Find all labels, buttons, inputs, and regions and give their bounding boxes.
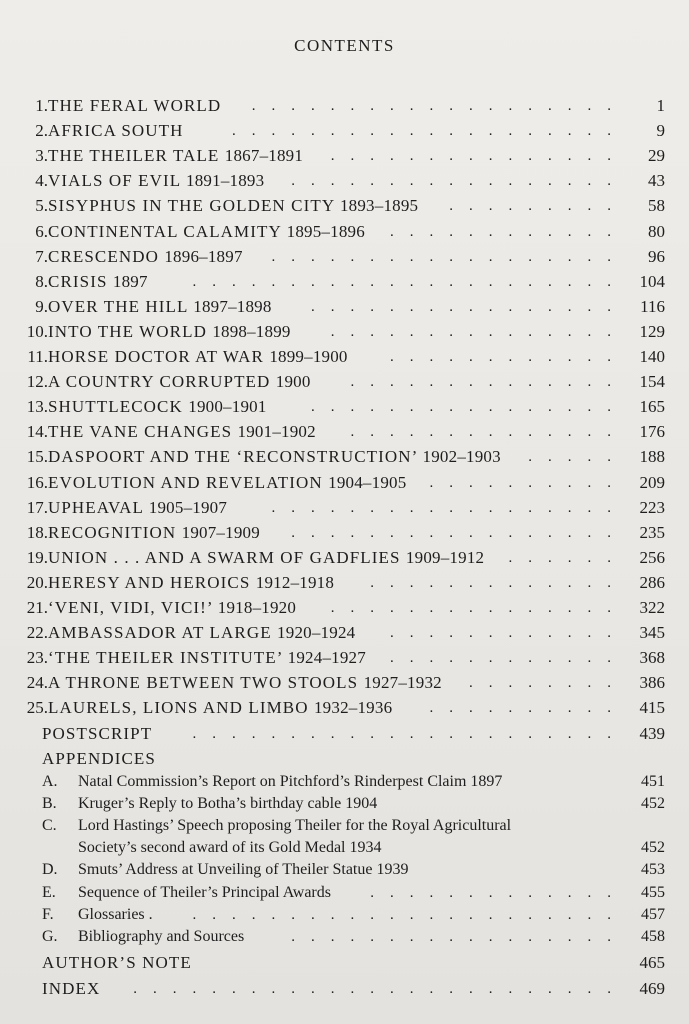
chapter-page-number: 322: [639, 598, 665, 617]
leader-dots: ..............: [350, 374, 627, 391]
chapter-title: [48, 623, 355, 643]
leader-dots: ............: [390, 349, 627, 365]
chapter-number: 2.: [35, 121, 48, 141]
appendix-title: Sequence of Theiler’s Principal Awards: [78, 883, 331, 901]
appendix-page-number: 455: [641, 883, 665, 901]
chapter-title: [48, 372, 311, 392]
leader-dots: ...............: [330, 148, 627, 165]
leader-dots: ......................: [192, 906, 627, 923]
chapter-years: 1896–1897: [164, 246, 243, 266]
chapter-page-number: 286: [639, 572, 665, 592]
chapter-page-number: 104: [639, 271, 665, 291]
chapter-years: 1898–1899: [212, 321, 291, 341]
appendix-letter: C.: [42, 817, 57, 834]
chapter-title: [48, 121, 184, 141]
chapter-number: 7.: [35, 246, 48, 266]
appendix-letter: G.: [42, 928, 58, 945]
postscript-title: POSTSCRIPT: [42, 723, 153, 743]
chapter-title: [48, 222, 365, 242]
chapter-page-number: 386: [639, 673, 665, 693]
appendix-letter: F.: [42, 905, 54, 923]
appendix-page-number: 452: [641, 794, 665, 812]
chapter-title: [48, 247, 243, 267]
appendix-page-number: 457: [641, 905, 665, 923]
appendix-page-number: 458: [641, 928, 665, 945]
chapter-page-number: 43: [648, 171, 665, 191]
authors-note-title: AUTHOR’S NOTE: [42, 953, 192, 973]
leader-dots: ..............: [350, 424, 627, 441]
chapter-number: 17.: [26, 497, 48, 517]
chapter-years: 1900: [275, 372, 311, 392]
chapter-years: 1918–1920: [217, 598, 297, 617]
appendix-letter: D.: [42, 861, 58, 879]
chapter-number: 16.: [26, 472, 48, 492]
page-title: CONTENTS: [294, 36, 395, 55]
leader-dots: ............: [390, 223, 627, 240]
chapter-number: 24.: [26, 673, 48, 693]
leader-dots: .................: [291, 929, 627, 945]
chapter-title: [48, 698, 392, 718]
chapter-years: 1895–1896: [286, 221, 365, 241]
chapter-title-text: AFRICA SOUTH: [48, 121, 184, 141]
chapter-page-number: 154: [639, 372, 665, 392]
chapter-title: [48, 673, 442, 693]
leader-dots: .............: [370, 884, 627, 901]
chapter-title-text: SISYPHUS IN THE GOLDEN CITY: [48, 196, 335, 216]
chapter-number: 9.: [35, 296, 48, 316]
chapter-number: 8.: [35, 271, 48, 291]
chapter-number: 1.: [35, 96, 48, 115]
chapter-number: 4.: [35, 171, 48, 191]
chapter-page-number: 235: [639, 522, 665, 542]
chapter-title: [48, 648, 366, 668]
leader-dots: ..........: [429, 474, 627, 491]
chapter-title-text: RECOGNITION: [48, 522, 177, 542]
chapter-years: 1912–1918: [255, 572, 335, 592]
chapter-title-text: UNION . . . AND A SWARM OF GADFLIES: [48, 547, 401, 567]
appendix-letter: E.: [42, 883, 56, 901]
appendix-page-number: 453: [641, 861, 665, 879]
appendix-title: Smuts’ Address at Unveiling of Theiler Statue 1939: [78, 861, 409, 879]
chapter-title-text: HERESY AND HEROICS: [48, 572, 251, 592]
chapter-title-text: HORSE DOCTOR AT WAR: [48, 347, 264, 366]
chapter-title: [48, 146, 303, 166]
chapter-years: 1902–1903: [422, 447, 501, 467]
chapter-years: 1932–1936: [313, 698, 393, 718]
chapter-years: 1897–1898: [193, 296, 272, 316]
chapter-number: 10.: [26, 321, 48, 341]
authors-note-page-number: 465: [639, 953, 665, 973]
chapter-title: [48, 347, 348, 367]
chapter-page-number: 256: [639, 547, 665, 567]
chapter-page-number: 209: [639, 472, 665, 492]
leader-dots: .........: [449, 198, 627, 215]
chapter-title: [48, 473, 406, 493]
leader-dots: ...............: [330, 323, 627, 340]
appendix-title: Lord Hastings’ Speech proposing Theiler for the Royal Agricultural: [78, 817, 512, 834]
chapter-title: [48, 598, 296, 618]
chapter-number: 11.: [27, 347, 48, 366]
postscript-page-number: 439: [639, 723, 665, 743]
chapter-number: 15.: [26, 447, 48, 467]
chapter-title-text: SHUTTLECOCK: [48, 397, 183, 417]
chapter-title-text: DASPOORT AND THE ‘RECONSTRUCTION’: [48, 447, 418, 467]
chapter-page-number: 29: [648, 146, 665, 166]
chapter-years: 1891–1893: [186, 171, 265, 191]
leader-dots: ................: [311, 298, 627, 315]
chapter-page-number: 9: [656, 121, 665, 141]
chapter-title-text: A THRONE BETWEEN TWO STOOLS: [48, 673, 359, 693]
leader-dots: ...............: [330, 600, 627, 616]
appendix-title: Kruger’s Reply to Botha’s birthday cable 1904: [78, 794, 378, 812]
chapter-page-number: 129: [639, 321, 665, 341]
chapter-title: [48, 196, 418, 216]
appendix-title: Natal Commission’s Report on Pitchford’s Rinderpest Claim 1897: [78, 772, 503, 790]
chapter-number: 12.: [26, 372, 48, 392]
chapter-title-text: LAURELS, LIONS AND LIMBO: [48, 698, 309, 718]
chapter-title: [48, 96, 221, 116]
chapter-number: 25.: [26, 698, 48, 718]
chapter-title: [48, 548, 484, 568]
chapter-number: 19.: [26, 547, 48, 567]
leader-dots: ..................: [271, 248, 627, 265]
chapter-title-text: THE THEILER TALE: [48, 146, 220, 166]
index-title: INDEX: [42, 979, 101, 999]
chapter-title-text: CONTINENTAL CALAMITY: [48, 221, 282, 241]
leader-dots: ..................: [271, 499, 627, 516]
chapter-title-text: THE FERAL WORLD: [48, 96, 222, 115]
leader-dots: ...................: [251, 98, 627, 114]
chapter-title: [48, 322, 291, 342]
appendix-page-number: 451: [641, 772, 665, 790]
chapter-page-number: 223: [639, 497, 665, 517]
chapter-number: 13.: [26, 397, 48, 417]
appendix-title: Glossaries .: [78, 905, 153, 923]
chapter-page-number: 140: [639, 347, 665, 366]
chapter-title-text: EVOLUTION AND REVELATION: [48, 472, 323, 492]
chapter-title: [48, 297, 272, 317]
chapter-title-text: ‘THE THEILER INSTITUTE’: [48, 648, 283, 668]
leader-dots: .................: [291, 524, 627, 541]
chapter-years: 1901–1902: [237, 422, 316, 442]
chapter-title-text: CRISIS: [48, 271, 108, 291]
chapter-page-number: 165: [639, 397, 665, 417]
chapter-title: [48, 573, 334, 593]
chapter-title-text: CRESCENDO: [48, 246, 159, 266]
chapter-title-text: UPHEAVAL: [48, 497, 144, 517]
chapter-title-text: OVER THE HILL: [48, 296, 188, 316]
appendix-page-number: 452: [641, 839, 665, 857]
chapter-years: 1897: [112, 271, 148, 291]
chapter-years: 1924–1927: [287, 648, 366, 668]
appendix-title: Bibliography and Sources: [78, 928, 245, 945]
chapter-page-number: 415: [639, 698, 665, 718]
chapter-page-number: 345: [639, 623, 665, 643]
leader-dots: ............: [390, 625, 627, 642]
leader-dots: ............: [390, 650, 627, 667]
chapter-years: 1905–1907: [148, 497, 228, 517]
chapter-title: [48, 272, 148, 292]
chapter-page-number: 80: [648, 221, 665, 241]
leader-dots: .................: [291, 173, 627, 190]
chapter-years: 1867–1891: [224, 146, 304, 166]
appendices-heading: APPENDICES: [42, 748, 156, 768]
chapter-page-number: 368: [639, 648, 665, 668]
leader-dots: .....: [528, 449, 627, 466]
chapter-number: 20.: [26, 572, 48, 592]
leader-dots: ....................: [232, 123, 627, 140]
chapter-number: 18.: [26, 522, 48, 542]
chapter-years: 1927–1932: [363, 673, 442, 693]
chapter-years: 1899–1900: [269, 347, 348, 366]
chapter-number: 3.: [35, 146, 48, 166]
leader-dots: .........................: [133, 981, 627, 998]
chapter-number: 23.: [26, 648, 48, 668]
index-page-number: 469: [639, 979, 665, 999]
leader-dots: .............: [370, 574, 627, 591]
chapter-page-number: 58: [648, 196, 665, 216]
chapter-number: 21.: [26, 598, 48, 617]
chapter-years: 1907–1909: [181, 522, 260, 542]
chapter-years: 1900–1901: [188, 397, 267, 417]
leader-dots: ................: [311, 399, 627, 416]
chapter-title: [48, 397, 267, 417]
chapter-years: 1920–1924: [277, 623, 356, 643]
chapter-years: 1909–1912: [405, 547, 485, 567]
chapter-number: 5.: [35, 196, 48, 216]
appendix-letter: A.: [42, 772, 58, 790]
chapter-title-text: A COUNTRY CORRUPTED: [48, 372, 271, 392]
chapter-number: 14.: [26, 422, 48, 442]
chapter-title-text: VIALS OF EVIL: [48, 171, 181, 191]
chapter-title: [48, 447, 501, 467]
appendix-letter: B.: [42, 794, 57, 812]
chapter-title-text: THE VANE CHANGES: [48, 422, 233, 442]
appendix-title: Society’s second award of its Gold Medal 1934: [78, 839, 382, 857]
leader-dots: ......: [508, 549, 627, 566]
chapter-title-text: AMBASSADOR AT LARGE: [48, 623, 272, 643]
chapter-years: 1904–1905: [328, 472, 407, 492]
chapter-title: [48, 171, 264, 191]
leader-dots: ........: [469, 675, 627, 692]
leader-dots: ......................: [192, 725, 627, 742]
chapter-page-number: 96: [648, 246, 665, 266]
chapter-number: 22.: [26, 623, 48, 643]
chapter-page-number: 176: [639, 422, 665, 442]
chapter-years: 1893–1895: [339, 196, 419, 216]
chapter-page-number: 188: [639, 447, 665, 467]
chapter-title: [48, 498, 227, 518]
chapter-title-text: INTO THE WORLD: [48, 321, 207, 341]
chapter-title: [48, 422, 316, 442]
chapter-page-number: 1: [656, 96, 665, 115]
chapter-page-number: 116: [640, 296, 665, 316]
leader-dots: ..........: [429, 700, 627, 717]
chapter-number: 6.: [35, 221, 48, 241]
chapter-title-text: ‘VENI, VIDI, VICI!’: [48, 598, 213, 617]
leader-dots: ......................: [192, 273, 627, 290]
chapter-title: [48, 523, 260, 543]
